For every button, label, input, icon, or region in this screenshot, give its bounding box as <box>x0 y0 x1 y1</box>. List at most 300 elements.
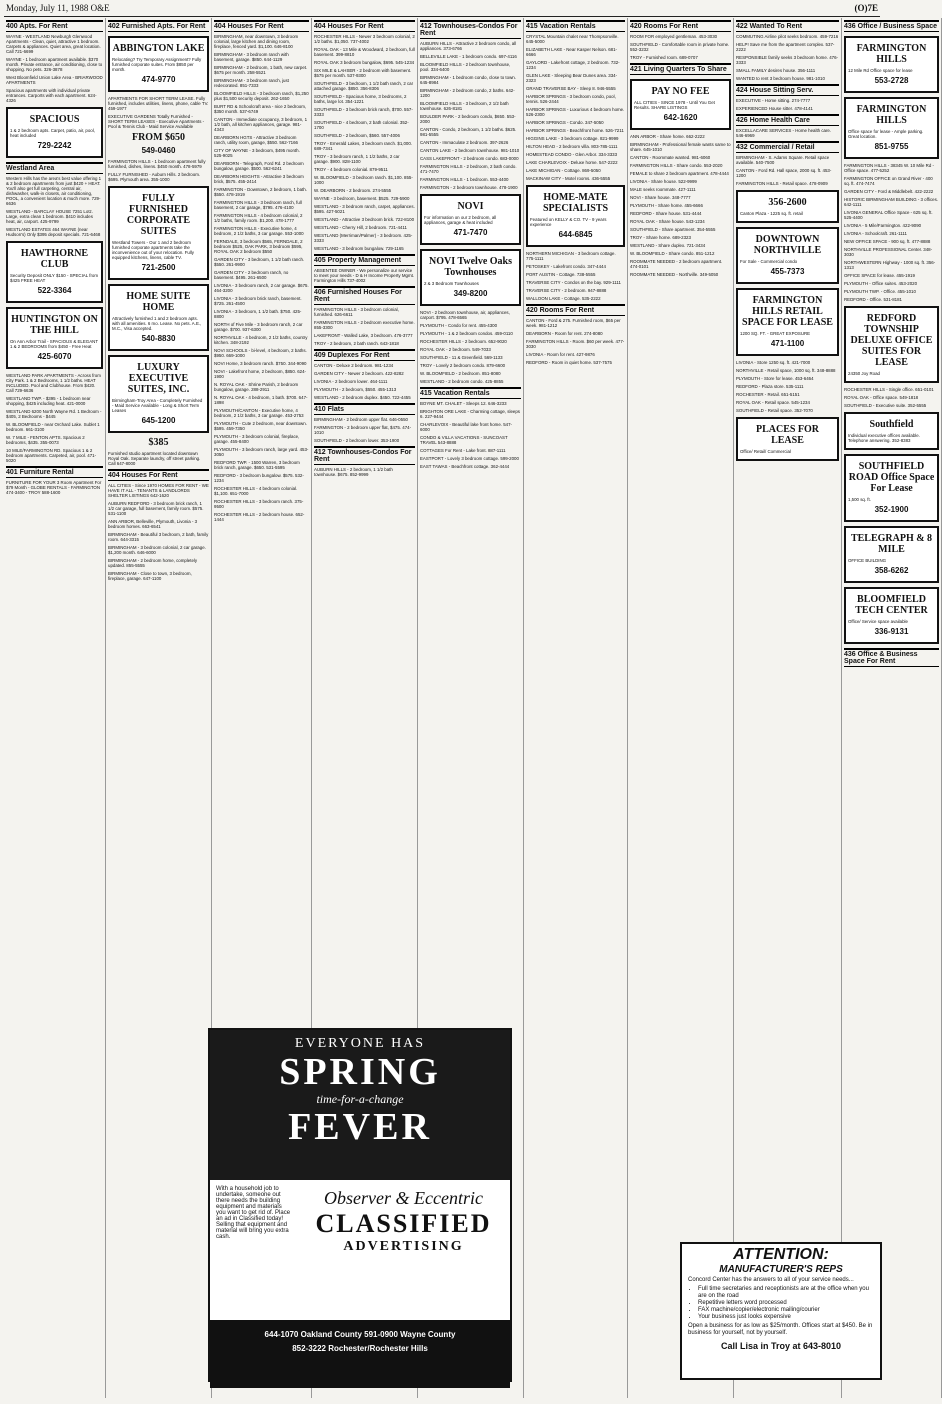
classified-ad: TROY - Share home. 689-2323 <box>630 235 691 240</box>
classified-ad: W. BLOOMFIELD - Share condo. 851-1212 <box>630 251 715 256</box>
classified-ad: ELIZABETH LAKE - Near Kasper Nelson. 681-6666 <box>526 47 618 57</box>
classified-ad: BIRMINGHAM - 1 bedroom condo, close to town. 645-8984 <box>420 75 516 85</box>
section-heading: 404 Houses For Rent <box>214 20 309 32</box>
classified-ad: COMMUTING Airline pilot seeks bedroom. 459-7216 <box>736 34 839 39</box>
classified-ad: LIVONIA - Schoolcraft. 261-1111 <box>844 231 907 236</box>
display-ad-phone: 455-7373 <box>770 267 805 276</box>
classified-ad: EAST TAWAS - Beachfront cottage. 362-4444 <box>420 464 510 469</box>
section-heading: Westland Area <box>6 162 103 174</box>
display-ad-phone: 642-1620 <box>663 113 698 122</box>
promo-brand1: Observer & Eccentric <box>324 1188 483 1208</box>
classified-ad: LAKE CHARLEVOIX - Deluxe home. 547-2222 <box>526 160 618 165</box>
section-heading: 412 Townhouses-Condos For Rent <box>314 446 415 465</box>
classified-ad: APARTMENTS FOR SHORT TERM LEASE. Fully furnished, includes utilities, linens, phone, cable TV. 459-1977 <box>108 96 209 111</box>
attention-intro: Concord Center has the answers to all of your service needs... <box>688 1277 854 1283</box>
classified-ad: NOVI SCHOOLS - bi-level, 4 bedroom, 2 baths. $950. 669-1000 <box>214 348 307 358</box>
classified-ad: CITY OF WAYNE - 3 bedroom, $495 month. 525-9025 <box>214 148 300 158</box>
classified-ad: MACKINAW CITY - Motel rooms. 436-5555 <box>526 176 611 181</box>
classified-ad: EXECUTIVE - Home sitting. 274-7777 <box>736 98 811 103</box>
classified-ad: BRIGHTON ORE LAKE - Charming cottage, sleeps 6. 227-9444 <box>420 409 520 419</box>
price-callout: $385 <box>148 437 169 448</box>
classified-ad: W. BLOOMFIELD - 3 bedroom ranch. $1,100. 855-1000 <box>314 175 413 185</box>
classified-ad: TROY - Emerald Lakes, 3 bedroom ranch. $1,000. 689-7341 <box>314 141 413 151</box>
classified-ad: CANTON LAKE - 2 bedroom townhouse. 981-1010 <box>420 148 520 153</box>
display-ad <box>844 412 939 450</box>
classified-column <box>734 18 842 1398</box>
classified-ad: WAYNE - 3 bedroom, basement. $525. 729-5900 <box>314 196 410 201</box>
classified-ad: ROCHESTER HILLS - Newer 3 bedroom colonial, 2 1/2 baths. $1,050. 737-4002 <box>314 34 415 44</box>
classified-ad: PLYMOUTH/CANTON - Executive home, 4 bedroom, 2 1/2 baths, 3 car garage. 453-2753 <box>214 408 304 418</box>
classified-ad: CASS LAKEFRONT - 2 bedroom condo. 683-0000 <box>420 156 519 161</box>
display-ad <box>6 307 103 369</box>
display-ad-title: REDFORD TOWNSHIP DELUXE OFFICE SUITES FOR LEASE <box>850 313 933 368</box>
section-heading: 415 Vacation Rentals <box>526 20 625 32</box>
classified-ad: ROCHESTER HILLS - 3 bedroom ranch. 375-9500 <box>214 499 304 509</box>
section-heading: 400 Apts. For Rent <box>6 20 103 32</box>
classified-ad: LIVONIA - 5 Mile/Farmington. 422-9090 <box>844 223 922 228</box>
display-ad-text: For information on our 2 bedroom, all appliances, garage & heat included <box>424 215 497 225</box>
section-heading: 420 Rooms For Rent <box>630 20 731 32</box>
classified-ad: WESTLAND - 2 bedroom condo. 425-8855 <box>420 379 504 384</box>
display-ad <box>420 249 521 306</box>
display-ad-title: NOVI <box>457 201 484 212</box>
classified-ad: ROCHESTER HILLS - 4 bedroom colonial. $1,100. 651-7000 <box>214 486 298 496</box>
classified-column <box>106 18 212 1398</box>
classified-ad: CANTON - Roommate wanted. 981-6060 <box>630 155 711 160</box>
classified-ad: 10 MILE/FARMINGTON RD. Spacious 1 & 2 bedroom apartments. Carpeted, air, pool. 471-5020 <box>6 448 97 463</box>
classified-ad: WESTLAND - BARCLAY HOUSE 7251 Lotz. Large, extra clean 1 bedroom. $410 includes heat, air, carport. 425-9799 <box>6 209 93 224</box>
display-ad <box>420 194 521 245</box>
classified-ad: FARMINGTON - Downtown, 2 bedroom, 1 bath. $550. 478-1919 <box>214 187 307 197</box>
classified-ad: ROCHESTER HILLS - 2 bedroom house. 652-1444 <box>214 512 305 522</box>
classified-ad: PLYMOUTH - Store for lease. 453-6464 <box>736 376 814 381</box>
classified-ad: WAYNE - WESTLAND Newburgh Glenwood Apartments - Clean, quiet, attractive 1 bedroom. Carpets & appliances. Quiet area, great location. Call 721-6699 <box>6 34 101 54</box>
promo-body <box>210 1180 510 1320</box>
classified-ad: CANTON - Ford Rd. Hall space, 2000 sq. ft. 453-1200 <box>736 168 832 178</box>
section-heading: 412 Townhouses-Condos For Rent <box>420 20 521 39</box>
classified-ad: NORTHVILLE - Retail space, 1000 sq. ft. 348-8888 <box>736 368 836 373</box>
display-ad-text: Birmingham-Troy Area - Completely Furnished - Maid Service Available - Long & Short Term Leases <box>112 398 203 413</box>
classified-ad: SMALL FAMILY desires house. 356-1111 <box>736 68 816 73</box>
section-heading: 436 Office / Business Space <box>844 20 939 32</box>
classified-ad: BIRMINGHAM - 3 bedroom colonial, 2 car garage. $1,200 month. 646-6000 <box>108 545 206 555</box>
section-heading: 420 Rooms For Rent <box>526 304 625 316</box>
display-ad-title: HOME-MATE SPECIALISTS <box>542 192 609 214</box>
display-ad <box>108 36 209 92</box>
display-ad-text: Attractively furnished 1 and 2 bedroom apts. with all amenities. 6 mo. Lease. No pets. A.E., M.C., Visa accepted. <box>112 316 202 331</box>
display-ad-title: HUNTINGTON ON THE HILL <box>11 314 98 336</box>
classified-ad: NOVI Home, 3 bedroom ranch. $750. 344-9090 <box>214 361 307 366</box>
classified-ad: LIVONIA - 2 bedroom lower. 464-1111 <box>314 379 388 384</box>
section-heading: 409 Duplexes For Rent <box>314 349 415 361</box>
classified-ad: GARDEN CITY - 2 bedroom ranch, no basement. $495. 261-6500 <box>214 270 289 280</box>
classified-ad: WESTLAND 6200 North Wayne Rd. 1 Bedroom - $405, 2 Bedrooms - $445 <box>6 409 102 419</box>
display-ad <box>736 227 839 284</box>
display-ad-phone: 522-3364 <box>37 286 72 295</box>
classified-ad: Spacious apartments with individual private entrances. Carports with each apartment. 624-4326 <box>6 88 97 103</box>
display-ad <box>844 306 939 383</box>
classified-ad: BIRMINGHAM - 2 bedroom upper flat. 646-0550 <box>314 417 408 422</box>
display-ad-text: 1,500 sq. ft. <box>848 497 871 502</box>
classified-ad: NOVI - Share house. 348-7777 <box>630 195 691 200</box>
phone-callout: 549-0460 <box>141 146 176 155</box>
section-heading: 405 Property Management <box>314 254 415 266</box>
classified-ad: SIX MILE & LAHSER - 2 bedroom with basement. $575 per month. 537-9300 <box>314 68 412 78</box>
classified-ad: FARMINGTON - 2 bedroom townhouse. 478-1900 <box>420 185 518 190</box>
display-ad-text: Westland Towers - Our 1 and 2 bedroom furnished corporate apartments take the inconvenience out of your relocation. Fully equipped kitchens, linens, cable TV. <box>112 240 195 260</box>
classified-ad: LIVONIA - 3 bedroom ranch, 2 car garage. $675. 464-3200 <box>214 283 309 293</box>
classified-ad: FURNITURE FOR YOUR 3 Room Apartment For $79 Month - GLOBE RENTALS - FARMINGTON 474-3400 - TROY 588-1600 <box>6 480 102 495</box>
classified-ad: CANTON - Ford & 275. Furnished room, $65 per week. 981-1212 <box>526 318 621 328</box>
classified-ad: HARBOR SPRINGS - 3 bedroom condo, pool, tennis. 526-2444 <box>526 94 616 104</box>
classified-ad: SOUTHFIELD - Share apartment. 354-5555 <box>630 227 716 232</box>
classified-ad: TROY - 3 bedroom ranch, 1 1/2 baths, 2 car garage. $900. 828-1100 <box>314 154 400 164</box>
section-heading: 426 Home Health Care <box>736 114 839 126</box>
classified-column <box>628 18 734 1398</box>
classified-ad: FARMINGTON HILLS - 3 bedroom ranch, full basement, 2 car garage, $795. 476-4100 <box>214 200 302 210</box>
classified-ad: ANN ARBOR - Share home. 662-2222 <box>630 134 705 139</box>
display-ad <box>630 79 731 130</box>
attention-subtitle: MANUFACTURER'S REPS <box>719 1264 843 1275</box>
classified-ad: LAKE MICHIGAN - Cottage. 869-5050 <box>526 168 601 173</box>
classified-ad: REDFORD - Room in quiet home. 537-7575 <box>526 360 612 365</box>
classified-ad: OFFICE SPACE for lease. 455-1919 <box>844 273 915 278</box>
section-heading: 436 Office & Business Space For Rent <box>844 648 939 667</box>
classified-ad: ROYAL OAK 3 bedroom bungalow, $695. 545-1234 <box>314 60 415 65</box>
classified-ad: ROCHESTER HILLS - Single office. 651-0101 <box>844 387 934 392</box>
promo-text: With a household job to undertake, someone out there needs the building equipment and materials you want to get rid of. Place an ad in Classified today! Selling that equipment and material will bring you extra cash. <box>216 1186 291 1240</box>
promo-brand2: CLASSIFIED <box>315 1209 492 1238</box>
classified-ad: FULLY FURNISHED - Auburn Hills. 2 bedroom. $695. Plymouth area. 355-1000 <box>108 172 201 182</box>
classified-ad: PETOSKEY - Lakefront condo. 347-4444 <box>526 264 606 269</box>
section-heading: 421 Living Quarters To Share <box>630 63 731 75</box>
classified-ad: ROYAL OAK - Retail space. 545-1234 <box>736 400 810 405</box>
classified-ad: BIRMINGHAM, near downtown, 3 bedroom colonial, large kitchen and dining room, fireplace, fenced yard. $1,100. 646-8100 <box>214 34 299 49</box>
classified-ad: PLYMOUTH - Share home. 455-6666 <box>630 203 703 208</box>
classified-ad: PLYMOUTH - 1 & 2 bedroom condos. 459-0110 <box>420 331 513 336</box>
classified-ad: CRYSTAL Mountain chalet near Thompsonville. 645-5000 <box>526 34 619 44</box>
classified-ad: NOVI - 2 bedroom townhouse, air, appliances, carport. $795. 478-6565 <box>420 310 510 320</box>
classified-ad: GARDEN CITY - 3 bedroom, 1 1/2 bath ranch. $550. 261-9900 <box>214 257 305 267</box>
classified-ad: PLYMOUTH - Condo for rent. 455-4300 <box>420 323 498 328</box>
display-ad-phone: 721-2500 <box>141 263 176 272</box>
classified-ad: PLYMOUTH - 3 bedroom ranch, large yard. 453-3050 <box>214 447 309 457</box>
display-ad-text: Security Deposit ONLY $150 - SPECIAL from $425 FREE HEAT <box>10 273 99 283</box>
classified-ad: GARDEN CITY - Ford & Middlebelt. 422-2222 <box>844 189 934 194</box>
display-ad-title: FARMINGTON HILLS RETAIL SPACE FOR LEASE <box>742 295 833 328</box>
promo-phones <box>210 1320 510 1388</box>
classified-ad: West Bloomfield Union Lake Area - BRIARWOOD APARTMENTS <box>6 75 103 85</box>
classified-ad: REDFORD - Share house. 531-4444 <box>630 211 702 216</box>
display-ad-title: TELEGRAPH & 8 MILE <box>850 533 933 555</box>
display-ad <box>844 36 939 93</box>
display-ad-text: 1 & 2 bedroom apts. Carpet, patio, air, pool, heat included <box>10 128 95 138</box>
classified-ad: SOUTHFIELD - Executive suite. 352-5555 <box>844 403 927 408</box>
display-ad <box>108 186 209 280</box>
attention-bullets <box>698 1286 874 1321</box>
attention-ad <box>680 1242 882 1380</box>
classified-ad: CHARLEVOIX - Beautiful lake front home. 547-6000 <box>420 422 513 432</box>
display-ad <box>736 288 839 356</box>
classified-ad: TRAVERSE CITY - 2 bedroom. 947-8888 <box>526 288 607 293</box>
display-ad-phone: 471-7470 <box>453 228 488 237</box>
classified-ad: SOUTHFIELD - 2 bedroom lower. 353-1900 <box>314 438 400 443</box>
display-ad-text: 24350 Joy Road <box>848 371 880 376</box>
display-ad-title: LUXURY EXECUTIVE SUITES, INC. <box>127 362 190 395</box>
classified-ad: FARMINGTON HILLS - Retail space. 478-0909 <box>736 181 828 186</box>
promo-line3: time-for-a-change <box>316 1092 404 1106</box>
display-ad-title: PAY NO FEE <box>651 86 710 97</box>
display-ad-title: NOVI Twelve Oaks Townhouses <box>429 256 512 278</box>
classified-ad: GAYLORD - Lakefront cottage, 2 bedroom. 732-1234 <box>526 60 620 70</box>
classified-ad: PLYMOUTH - Cute 2 bedroom, near downtown. $595. 459-7350 <box>214 421 307 431</box>
classified-ad: ROYAL OAK - Office space. 549-1818 <box>844 395 919 400</box>
display-ad-phone: 474-9770 <box>141 75 176 84</box>
classified-ad: HARBOR SPRINGS - Condo. 347-5050 <box>526 120 604 125</box>
display-ad-phone: 729-2242 <box>37 141 72 150</box>
classified-ad: ROOMMATE NEEDED - 2 bedroom apartment. 474-0101 <box>630 259 723 269</box>
classified-ad: FARMINGTON HILLS - 38345 W. 10 Mile Rd - Office space. 477-5252 <box>844 163 934 173</box>
classified-ad: HIGGINS LAKE - 3 bedroom cottage. 821-9999 <box>526 136 619 141</box>
classified-ad: MALE seeks roommate. 427-1111 <box>630 187 696 192</box>
classified-ad: ANN ARBOR, Belleville, Plymouth, Livonia - 3 bedroom homes. 663-6541 <box>108 519 198 529</box>
display-ad-title: FARMINGTON HILLS <box>856 43 927 65</box>
classified-ad: PLYMOUTH - 3 bedroom colonial, fireplace, garage. 455-8400 <box>214 434 300 444</box>
classified-ad: ABSENTEE OWNER - We personalize our service to meet your needs - D & H Income Property Mgmt. Farmington Hills 737-4002 <box>314 268 415 283</box>
promo-headline <box>210 1030 510 1180</box>
classified-ad: DEARBORN - Telegraph, Ford Rd. 2 bedroom bungalow, garage. $500. 562-6241 <box>214 161 304 171</box>
classified-ad: HARBOR SPRINGS - Beachfront home. 526-7211 <box>526 128 624 133</box>
classified-ad: REDFORD TWP. - 1500 Warren, 3 bedroom brick ranch, garage. $650. 531-5595 <box>214 460 300 470</box>
display-ad-phone: 851-9755 <box>874 142 909 151</box>
classified-ad: FARMINGTON OFFICE on Grand River - 400 sq. ft. 474-7474 <box>844 176 933 186</box>
classified-ad: FEMALE to share 2 bedroom apartment. 478-4444 <box>630 171 729 176</box>
classified-ad: TROY - 2 bedroom, 2 bath ranch. 643-1818 <box>314 341 399 346</box>
classified-ad: EXCELLACARE SERVICES - Home health care. 546-6969 <box>736 128 832 138</box>
classified-ad: PLYMOUTH - 2 bedroom, $550. 455-1313 <box>314 387 397 392</box>
classified-ad: BIRMINGHAM - Close to town, 3 bedroom, fireplace, garage. 647-1100 <box>108 571 192 581</box>
display-ad-text: Canton Plaza - 1225 sq. ft. retail <box>740 211 803 216</box>
display-ad-text: 12 Mile Rd Office space for lease <box>848 68 913 73</box>
section-heading: 404 Houses For Rent <box>314 20 415 32</box>
classified-ad: WESTLAND - 3 bedroom ranch, carpet, appliances. $595. 427-5021 <box>314 204 415 214</box>
classified-ad: SOUTHFIELD - 11 & Greenfield. 569-1133 <box>420 355 503 360</box>
promo-phone2: 852-3222 Rochester/Rochester Hills <box>292 1344 428 1353</box>
display-ad-phone: 553-2728 <box>874 76 909 85</box>
classified-ad: LAKEFRONT - Walled Lake, 3 bedroom. 476-3777 <box>314 333 413 338</box>
promo-brand3: ADVERTISING <box>343 1239 464 1254</box>
display-ad-text: Office/ Service space available <box>848 619 908 624</box>
promo-line2: SPRING <box>279 1051 441 1093</box>
display-ad-text: Featured on KELLY & CO. TV - 9 years experience <box>530 217 607 227</box>
classified-ad: ROYAL OAK - 2 bedroom. 549-7033 <box>420 347 491 352</box>
classified-ad: FARMINGTON HILLS - Room. $60 per week. 477-3030 <box>526 339 625 349</box>
classified-ad: GRAND TRAVERSE BAY - Sleep 8. 946-5555 <box>526 86 616 91</box>
display-ad-phone: 645-1200 <box>141 416 176 425</box>
display-ad <box>844 454 939 522</box>
classified-column <box>524 18 628 1398</box>
section-heading: 404 Houses For Rent <box>108 469 209 481</box>
header-date: Monday, July 11, 1988 O&E <box>6 3 110 13</box>
classified-ad: GARDEN CITY - Newer 2 bedroom. 422-8282 <box>314 371 404 376</box>
classified-ad: TROY - Furnished room. 689-0707 <box>630 55 698 60</box>
classified-ad: DEARBORN HEIGHTS - Attractive 3 bedroom brick, $575. 455-2414 <box>214 174 304 184</box>
classified-ad: CANTON - Immediate occupancy, 3 bedroom, 1 1/2 bath, all kitchen appliances, garage. 981-4343 <box>214 117 308 132</box>
classified-ad: WESTLAND - Attractive 3 bedroom brick. 722-8100 <box>314 217 415 222</box>
classified-ad: SOUTHFIELD - Comfortable room in private home. 552-3232 <box>630 42 730 52</box>
display-ad-text: Relocating? Try Temporary Assignment? Fully furnished corporate suites. From $850 per month. <box>112 57 202 72</box>
display-ad <box>6 241 103 303</box>
classified-ad: SOUTHFIELD - Retail space. 352-7070 <box>736 408 813 413</box>
classified-ad: TROY - 4 bedroom colonial. 879-9511 <box>314 167 388 172</box>
classified-ad: WESTLAND (Merriman/Palmer) - 3 bedroom. 425-3333 <box>314 233 413 243</box>
classified-ad: EXPERIENCED House sitter. 478-4141 <box>736 106 813 111</box>
classified-ad: AUBURN HILLS - Attractive 2 bedroom condo, all appliances. 373-6766 <box>420 41 517 51</box>
classified-ad: WANTED to rent 3 bedroom house. 981-1010 <box>736 76 825 81</box>
classified-ad: FARMINGTON HILLS - 3 bedroom colonial, furnished. 626-6611 <box>314 307 399 317</box>
classified-ad: TRAVERSE CITY - Condos on the bay. 929-1111 <box>526 280 621 285</box>
classified-ad: N. ROYAL OAK - Shrine Parish, 2 bedroom bungalow, garage. 288-2911 <box>214 382 299 392</box>
classified-ad: HILTON HEAD - 2 bedroom villa. 803-785-1111 <box>526 144 618 149</box>
classified-ad: BELLEVILLE LAKE - 1 bedroom condo. 697-4116 <box>420 54 517 59</box>
classified-ad: HISTORIC BIRMINGHAM BUILDING - 3 offices. 642-1111 <box>844 197 939 207</box>
classified-ad: WESTLAND - Cherry Hill, 2 bedroom. 721-4411 <box>314 225 407 230</box>
classified-ad: CANTON - Condo, 2 bedroom, 1 1/2 baths. $625. 981-5555 <box>420 127 517 137</box>
classified-ad: LIVONIA - Share house. 522-9999 <box>630 179 697 184</box>
classified-ad: LIVONIA - 3 bedroom, 1 1/2 bath. $750. 425-8800 <box>214 309 302 319</box>
classified-ad: NORTHERN MICHIGAN - 3 bedroom cottage. 775-1111 <box>526 251 616 261</box>
classified-ad: ROYAL OAK - Share house. 543-1234 <box>630 219 705 224</box>
section-heading: 402 Furnished Apts. For Rent <box>108 20 209 32</box>
display-ad-title: HAWTHORNE CLUB <box>20 248 89 270</box>
classified-ad: NEW OFFICE SPACE - 900 sq. ft. 477-8888 <box>844 239 931 244</box>
classified-ad: BIRMINGHAM - 2 bedroom, 1 bath, new carpet. $675 per month. 258-5521 <box>214 65 308 75</box>
display-ad-phone: 352-1900 <box>874 505 909 514</box>
classified-ad: W. 7 MILE - FENTON APTS. Spacious 2 bedrooms, $435. 355-0073 <box>6 435 85 445</box>
classified-ad: BIRMINGHAM - Beautiful 3 bedroom, 2 bath, family room. 644-3315 <box>108 532 209 542</box>
attention-title: ATTENTION: <box>733 1246 829 1263</box>
display-ad-title: DOWNTOWN NORTHVILLE <box>753 234 822 256</box>
classified-ad: ROOMMATE NEEDED - Northville. 349-5050 <box>630 272 719 277</box>
classified-ad: WESTLAND ESTATES 464 WAYNE (near Hudson's) Only $395 deposit specials. 721-6468 <box>6 227 101 237</box>
classified-ad: BIRMINGHAM - Professional female wants same to share. 645-1010 <box>630 142 731 152</box>
display-ad-phone: 336-9131 <box>874 627 909 636</box>
section-heading: 410 Flats <box>314 403 415 415</box>
display-ad-text: OFFICE BUILDING <box>848 558 887 563</box>
classified-ad: HARBOR SPRINGS - Luxurious 4 bedroom home. 526-2300 <box>526 107 625 117</box>
classified-column <box>4 18 106 1398</box>
promo-line4: FEVER <box>288 1106 432 1148</box>
classified-ad: FERNDALE, 3 bedroom $565, FERNDALE, 2 bedroom $525, OAK PARK, 3 bedroom $595, ROYAL OAK 2 bedroom $550 <box>214 239 303 254</box>
classified-ad: SOUTHFIELD - Spacious home, 3 bedrooms, 2 baths, large lot. 354-1221 <box>314 94 407 104</box>
display-ad-title: BLOOMFIELD TECH CENTER <box>855 594 928 616</box>
classified-ad: BOYNE MT. CHALET - Sleeps 12. 646-3233 <box>420 401 507 406</box>
classified-ad: BOULDER PARK - 2 bedroom condo, $650. 553-2000 <box>420 114 516 124</box>
promo-phone1: 644-1070 Oakland County 591-0900 Wayne County <box>264 1330 456 1339</box>
classified-ad: DEARBORN HGTS - Attractive 3 bedroom ranch, utility room, garage, $550. 562-7166 <box>214 135 298 145</box>
attention-bullet: • Full time secretaries and receptionists are at the office when you are on the road <box>698 1286 874 1300</box>
classified-ad: AUBURN HILLS - 2 bedroom, 1 1/2 bath townhouse. $675. 852-9999 <box>314 467 393 477</box>
header-page-number: (O)7E <box>854 3 878 13</box>
classified-ad: SOUTHFIELD - 4 bedroom, 2 bath colonial. 352-1700 <box>314 120 409 130</box>
classified-ad: BLOOMFIELD HILLS - 2 bedroom townhouse, pool. 334-6400 <box>420 62 511 72</box>
classified-ad: ROCHESTER HILLS - 2 bedroom. 652-9020 <box>420 339 507 344</box>
classified-ad: REDFORD - 3 bedroom bungalow. $575. 532-1234 <box>214 473 304 483</box>
display-ad-title: 356-2600 <box>768 197 807 208</box>
display-ad-phone: 349-8200 <box>453 289 488 298</box>
classified-ad: W. BLOOMFIELD - 2 bedroom. 851-8080 <box>420 371 501 376</box>
classified-ad: SOUTHFIELD - 2 bedroom, $560. 557-4006 <box>314 133 400 138</box>
display-ad-phone: 540-8830 <box>141 334 176 343</box>
attention-bullet: • Repetitive letters word processed <box>698 1300 874 1307</box>
classified-ad: PLYMOUTH TWP. - Office. 455-1010 <box>844 289 916 294</box>
classified-ad: LIVONIA - Room for rent. 427-9876 <box>526 352 595 357</box>
display-ad-title: FULLY FURNISHED CORPORATE SUITES <box>126 193 191 237</box>
promo-logo <box>297 1180 510 1320</box>
attention-bullet: • FAX machine/copier/electronic mailing/courier <box>698 1307 874 1314</box>
classified-ad: RESPONSIBLE family seeks 3 bedroom home. 476-3333 <box>736 55 839 65</box>
display-ad-title: PLACES FOR LEASE <box>755 424 820 446</box>
display-ad-text: On Ann Arbor Trail - SPACIOUS & ELEGANT 1 & 2 BEDROOMS from $450 - Free Heat <box>10 339 98 349</box>
section-heading: 432 Commercial / Retail <box>736 141 839 153</box>
attention-bullet: • Your business just looks expensive <box>698 1314 874 1321</box>
display-ad-text: Individual executive offices available. Telephone answering. 352-8383 <box>848 433 920 443</box>
classified-ad: BIRMINGHAM - 3 bedroom ranch, just redecorated. 851-7333 <box>214 78 289 88</box>
classified-ad: CONDO & VILLA VACATIONS - SUNCOAST TRAVEL 543-8888 <box>420 435 508 445</box>
classified-ad: DEARBORN - Room for rent. 274-8080 <box>526 331 603 336</box>
classified-ad: LIVONIA - 3 bedroom brick ranch, basement. $725. 261-4500 <box>214 296 302 306</box>
classified-ad: NORTHVILLE - 4 bedroom, 2 1/2 baths, country kitchen. 348-2192 <box>214 335 308 345</box>
display-ad <box>844 526 939 583</box>
classified-ad: BLOOMFIELD HILLS - 3 bedroom, 2 1/2 bath townhouse. 626-8181 <box>420 101 509 111</box>
classified-ad: HOMESTEAD CONDO - Glen Arbor. 334-3333 <box>526 152 618 157</box>
classified-ad: WESTLAND - 3 bedroom bungalow. 729-1165 <box>314 246 404 251</box>
classified-ad: FARMINGTON HILLS - 1 bedroom apartment fully furnished, dishes, linens. $450 month. 478-5979 <box>108 159 206 169</box>
classified-ad: CANTON - Deluxe 2 bedroom. 981-1234 <box>314 363 394 368</box>
display-ad-title: HOME SUITE HOME <box>126 291 191 313</box>
classified-ad: W. DEARBORN - 2 bedroom. 274-5555 <box>314 188 392 193</box>
display-ad-text: ALL CITIES - SINCE 1978 - Until You Get Results. SHARE LISTINGS <box>634 100 715 110</box>
display-ad <box>844 587 939 644</box>
classified-ad: EASTPORT - Lovely 3 bedroom cottage. 599-2000 <box>420 456 519 461</box>
classified-ad: PORT AUSTIN - Cottage. 738-5555 <box>526 272 596 277</box>
display-ad-text: Office space for lease - Ample parking. Great location. <box>848 129 924 139</box>
classified-ad: NORTH of Five Mile - 3 bedroom ranch, 2 car garage. $700. 937-6300 <box>214 322 303 332</box>
display-ad-phone: 358-6262 <box>874 566 909 575</box>
classified-ad: WESTLAND - Share duplex. 721-3434 <box>630 243 706 248</box>
classified-ad: GLEN LAKE - Sleeping Bear Dunes area. 334-2323 <box>526 73 618 83</box>
classified-ad: FARMINGTON - 2 bedroom upper flat, $475. 474-1010 <box>314 425 412 435</box>
classified-ad: NORTHWESTERN Highway - 1000 sq. ft. 356-1313 <box>844 260 936 270</box>
display-ad-text: Office/ Retail/ Commercial <box>740 449 791 454</box>
classified-ad: AUBURN REDFORD - 3 bedroom brick ranch, 1 1/2 car garage, full basement, family room. $575. 531-1100 <box>108 501 204 516</box>
classified-ad: REDFORD - Office. 531-8181 <box>844 297 902 302</box>
classified-ad: SOUTHFIELD - 3 bedroom, 1 1/2 bath ranch, 2 car attached garage. $850. 356-8306 <box>314 81 414 91</box>
classified-ad: ROOM FOR employed gentleman. 453-3030 <box>630 34 718 39</box>
classified-ad: ROYAL OAK - 13 Mile & Woodward, 2 bedroom, full basement. 399-8810 <box>314 47 415 57</box>
display-ad-text: 1200 SQ. FT. - GREAT EXPOSURE <box>740 331 811 336</box>
classified-ad: EXECUTIVE GARDENS Totally Furnished - SHORT TERM LEASES - Executive Apartments - Pool & Tennis Club - Maid Service Available <box>108 114 205 129</box>
classified-ad: WALLOON LAKE - Cottage. 535-2222 <box>526 296 601 301</box>
classified-ad: TROY - Lovely 2 bedroom condo. 879-6600 <box>420 363 506 368</box>
classified-ad: PLYMOUTH - Office suites. 453-2020 <box>844 281 918 286</box>
display-ad-phone: 471-1100 <box>770 339 805 348</box>
display-ad-title: Southfield <box>869 419 914 430</box>
display-ad <box>108 284 209 351</box>
display-ad-title: ABBINGTON LAKE <box>112 43 205 54</box>
display-ad <box>526 185 625 247</box>
classified-ad: BIRMINGHAM - S. Adams Square. Retail space available. 540-7500 <box>736 155 830 165</box>
